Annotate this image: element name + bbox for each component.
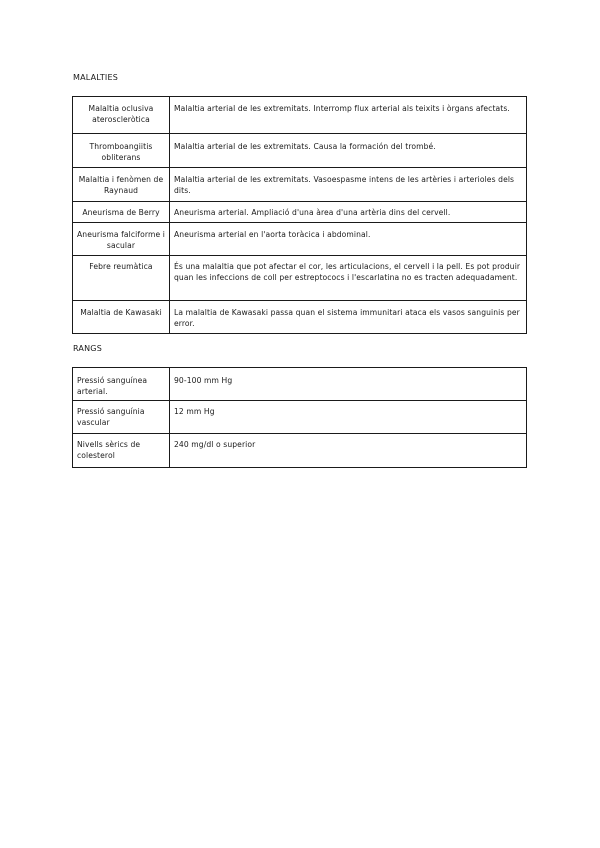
disease-name: Malaltia oclusiva ateroscleròtica bbox=[73, 97, 170, 134]
disease-description: Malaltia arterial de les extremitats. Causa la formación del trombé. bbox=[170, 134, 527, 168]
table-row bbox=[73, 134, 527, 168]
disease-name: Febre reumàtica bbox=[73, 256, 170, 301]
ranges-table bbox=[72, 367, 527, 468]
table-row bbox=[73, 168, 527, 202]
range-value: 12 mm Hg bbox=[170, 401, 527, 434]
section-heading-diseases: MALALTIES bbox=[73, 73, 119, 82]
disease-description: La malaltia de Kawasaki passa quan el sistema immunitari ataca els vasos sanguinis per error. bbox=[170, 301, 527, 334]
disease-description: És una malaltia que pot afectar el cor, les articulacions, el cervell i la pell. Es pot produir quan les infeccions de coll per estreptococs i l'escarlatina no es tracten adequadament. bbox=[170, 256, 527, 301]
range-parameter: Nivells sèrics de colesterol bbox=[73, 434, 170, 468]
table-row bbox=[73, 97, 527, 134]
disease-description: Aneurisma arterial. Ampliació d'una àrea d'una artèria dins del cervell. bbox=[170, 202, 527, 223]
table-row bbox=[73, 202, 527, 223]
range-parameter: Pressió sanguínea arterial. bbox=[73, 368, 170, 401]
table-row bbox=[73, 301, 527, 334]
disease-name: Malaltia de Kawasaki bbox=[73, 301, 170, 334]
table-row bbox=[73, 256, 527, 301]
disease-description: Aneurisma arterial en l'aorta toràcica i abdominal. bbox=[170, 223, 527, 256]
table-row bbox=[73, 434, 527, 468]
disease-description: Malaltia arterial de les extremitats. Interromp flux arterial als teixits i òrgans afectats. bbox=[170, 97, 527, 134]
section-heading-ranges: RANGS bbox=[73, 344, 102, 353]
diseases-table bbox=[72, 96, 527, 334]
table-row bbox=[73, 401, 527, 434]
disease-name: Aneurisma de Berry bbox=[73, 202, 170, 223]
disease-description: Malaltia arterial de les extremitats. Vasoespasme intens de les artèries i arterioles dels dits. bbox=[170, 168, 527, 202]
table-row bbox=[73, 368, 527, 401]
range-value: 240 mg/dl o superior bbox=[170, 434, 527, 468]
table-row bbox=[73, 223, 527, 256]
range-parameter: Pressió sanguínia vascular bbox=[73, 401, 170, 434]
disease-name: Thromboangiitis obliterans bbox=[73, 134, 170, 168]
disease-name: Malaltia i fenòmen de Raynaud bbox=[73, 168, 170, 202]
disease-name: Aneurisma falciforme i sacular bbox=[73, 223, 170, 256]
range-value: 90-100 mm Hg bbox=[170, 368, 527, 401]
